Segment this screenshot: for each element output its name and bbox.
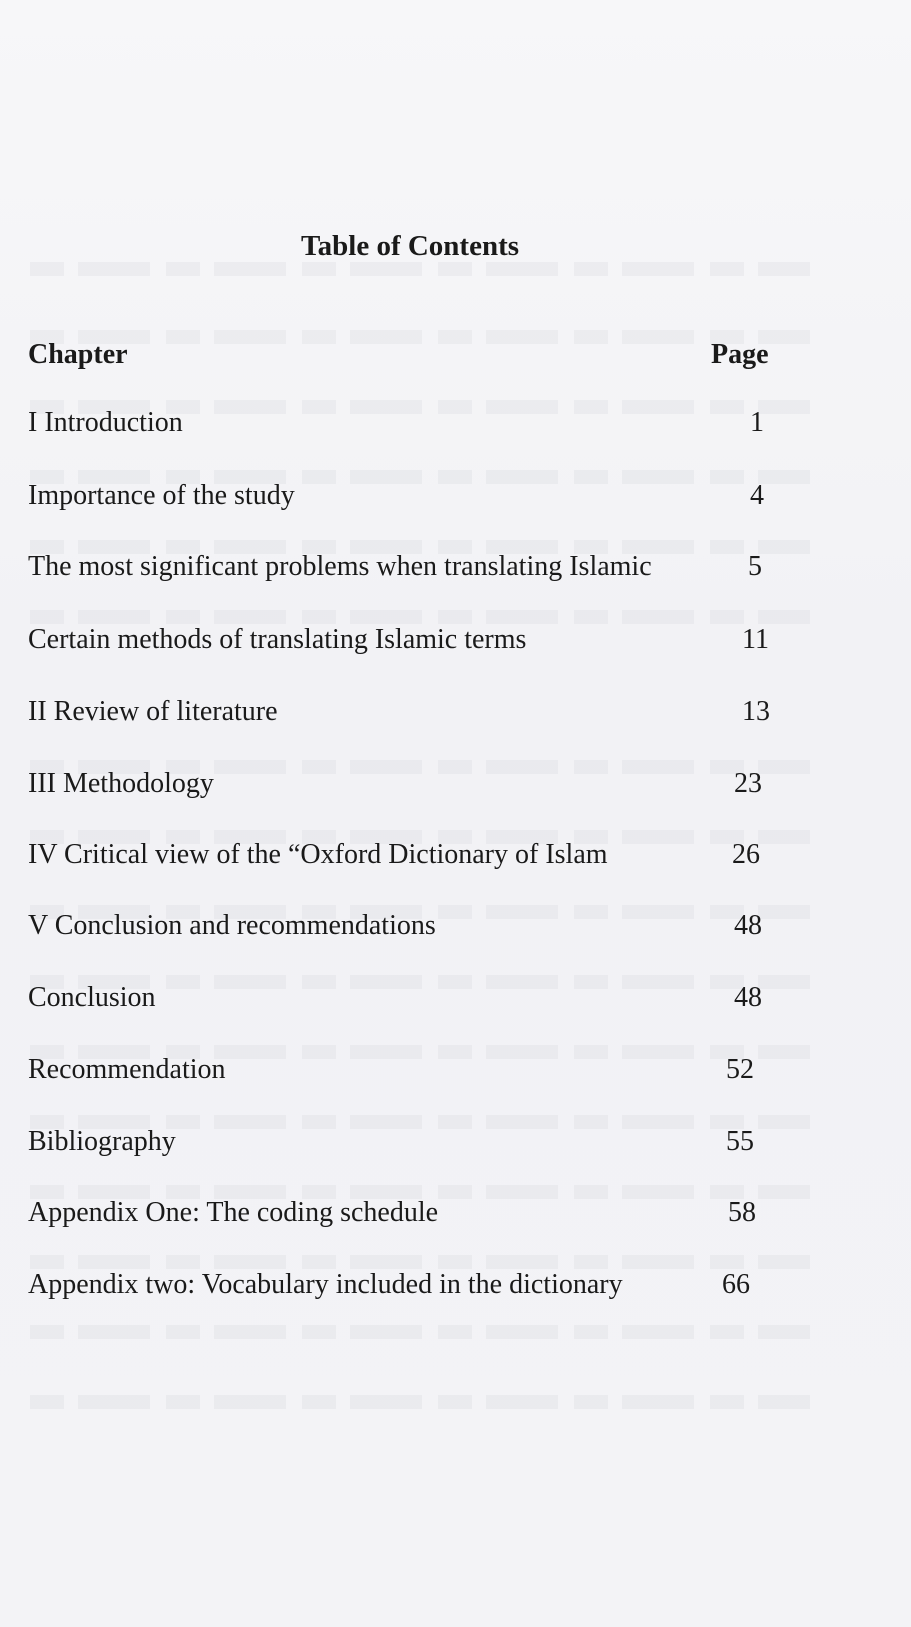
toc-entry [28,981,806,1015]
toc-entry [28,406,806,440]
toc-entry-label: The most significant problems when translating Islamic [28,551,652,582]
toc-entry [28,1268,806,1302]
show-through-line [30,1395,810,1409]
toc-entry [28,767,806,801]
toc-entry-page: 1 [750,407,764,438]
show-through-line [30,262,810,276]
show-through-line [30,610,810,624]
toc-entry-page: 58 [728,1197,756,1228]
toc-entry [28,550,806,584]
page-column-header: Page [711,339,769,370]
toc-entry [28,909,806,943]
toc-entry [28,479,806,513]
toc-entry-label: IV Critical view of the “Oxford Dictionary of Islam [28,839,608,870]
toc-entry-page: 5 [748,551,762,582]
toc-entry-page: 26 [732,839,760,870]
toc-entry-label: Bibliography [28,1126,176,1157]
toc-entry-label: Recommendation [28,1054,226,1085]
toc-entry-label: Importance of the study [28,480,295,511]
toc-entry-label: II Review of literature [28,696,278,727]
toc-entry-page: 23 [734,768,762,799]
show-through-line [30,1325,810,1339]
show-through-line [30,1255,810,1269]
toc-entry-page: 52 [726,1054,754,1085]
toc-entry-label: V Conclusion and recommendations [28,910,436,941]
toc-entry [28,838,806,872]
toc-entry-page: 48 [734,910,762,941]
toc-entry [28,695,806,729]
toc-entry-page: 66 [722,1269,750,1300]
toc-entry-page: 4 [750,480,764,511]
toc-entry-label: Conclusion [28,982,156,1013]
toc-entry [28,1053,806,1087]
toc-entry-label: Appendix two: Vocabulary included in the dictionary [28,1269,623,1300]
toc-entry-label: Appendix One: The coding schedule [28,1197,439,1228]
toc-entry-page: 11 [742,624,769,655]
toc-header [28,338,806,372]
toc-entry-label: III Methodology [28,768,214,799]
toc-entry-page: 55 [726,1126,754,1157]
toc-entry-page: 13 [742,696,770,727]
toc-entry-label: I Introduction [28,407,183,438]
page-title: Table of Contents [300,230,520,262]
toc-entry-page: 48 [734,982,762,1013]
toc-entry [28,623,806,657]
toc-entry [28,1196,806,1230]
toc-entry [28,1125,806,1159]
toc-entry-label: Certain methods of translating Islamic terms [28,624,527,655]
chapter-column-header: Chapter [28,339,128,370]
